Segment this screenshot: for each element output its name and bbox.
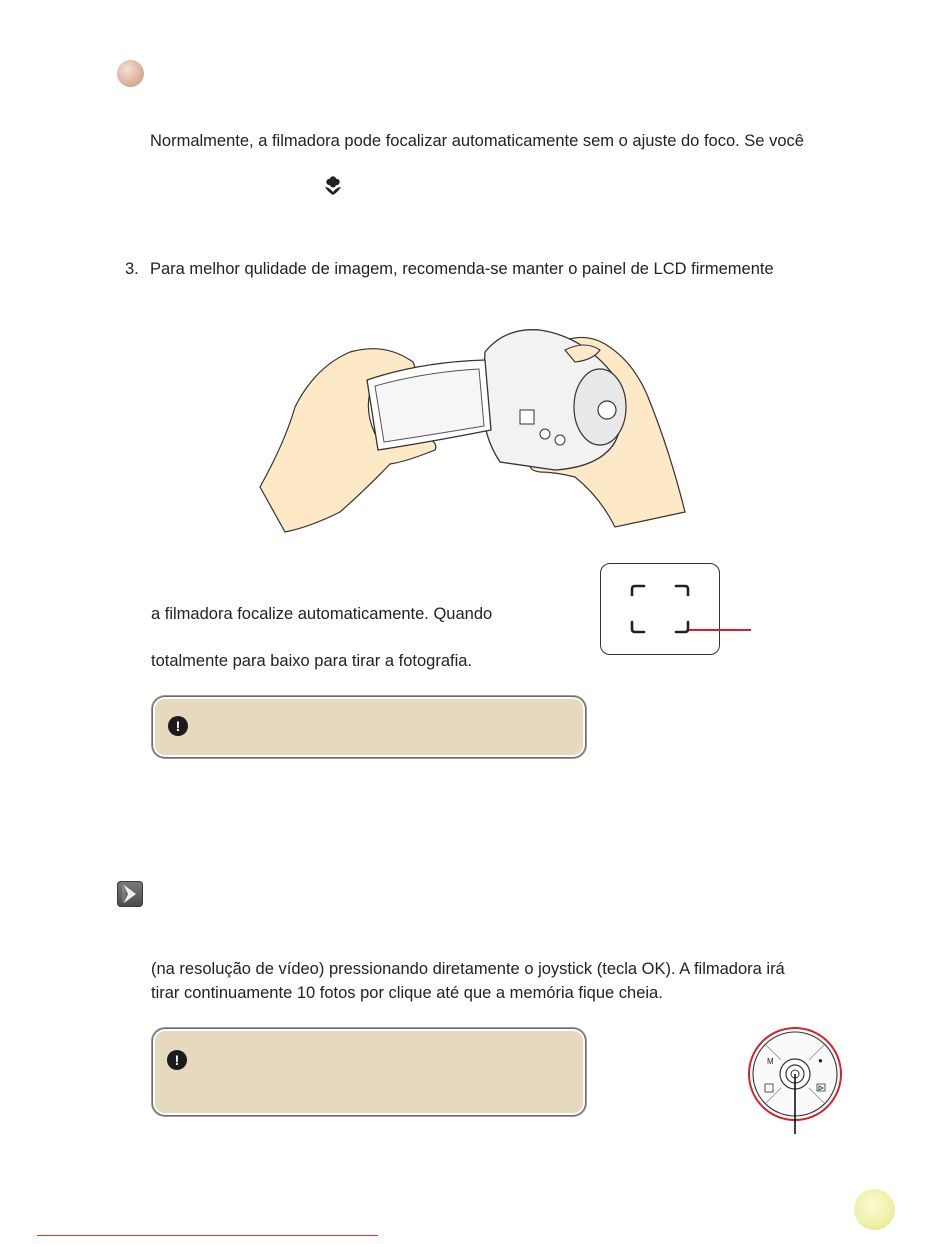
section-bullet-icon	[117, 60, 144, 87]
joystick-diagram	[746, 1026, 846, 1134]
footer-line	[37, 1235, 378, 1236]
step3-number: 3.	[125, 260, 139, 278]
focus-frame-diagram	[600, 563, 720, 655]
joystick-m-label: M	[767, 1057, 774, 1066]
section-arrow-icon	[117, 881, 143, 907]
focus-bracket-br	[676, 622, 688, 632]
page-number-badge	[854, 1189, 895, 1230]
burst-paragraph-line2: tirar continuamente 10 fotos por clique até que a memória fique cheia.	[151, 984, 663, 1002]
focus-bracket-tr	[676, 586, 688, 595]
focus-frame-pointer-line	[689, 629, 751, 631]
warning-icon: !	[167, 1050, 187, 1070]
camcorder-hands-illustration	[255, 322, 695, 534]
joystick-record-label: ●	[818, 1056, 823, 1065]
macro-flower-icon	[323, 176, 343, 196]
warning-icon: !	[168, 716, 188, 736]
shutter-paragraph-line1: a filmadora focalize automaticamente. Quando	[151, 605, 493, 623]
focus-bracket-tl	[632, 586, 644, 595]
step3-text: Para melhor qulidade de imagem, recomenda-se manter o painel de LCD firmemente	[150, 260, 774, 278]
note-box-1	[152, 696, 586, 758]
note-box-2	[152, 1028, 586, 1116]
shutter-paragraph-line2: totalmente para baixo para tirar a fotografia.	[151, 652, 473, 670]
focus-paragraph-line1: Normalmente, a filmadora pode focalizar automaticamente sem o ajuste do foco. Se você	[150, 132, 804, 150]
burst-paragraph-line1: (na resolução de vídeo) pressionando diretamente o joystick (tecla OK). A filmadora irá	[151, 960, 785, 978]
focus-bracket-bl	[632, 622, 644, 632]
